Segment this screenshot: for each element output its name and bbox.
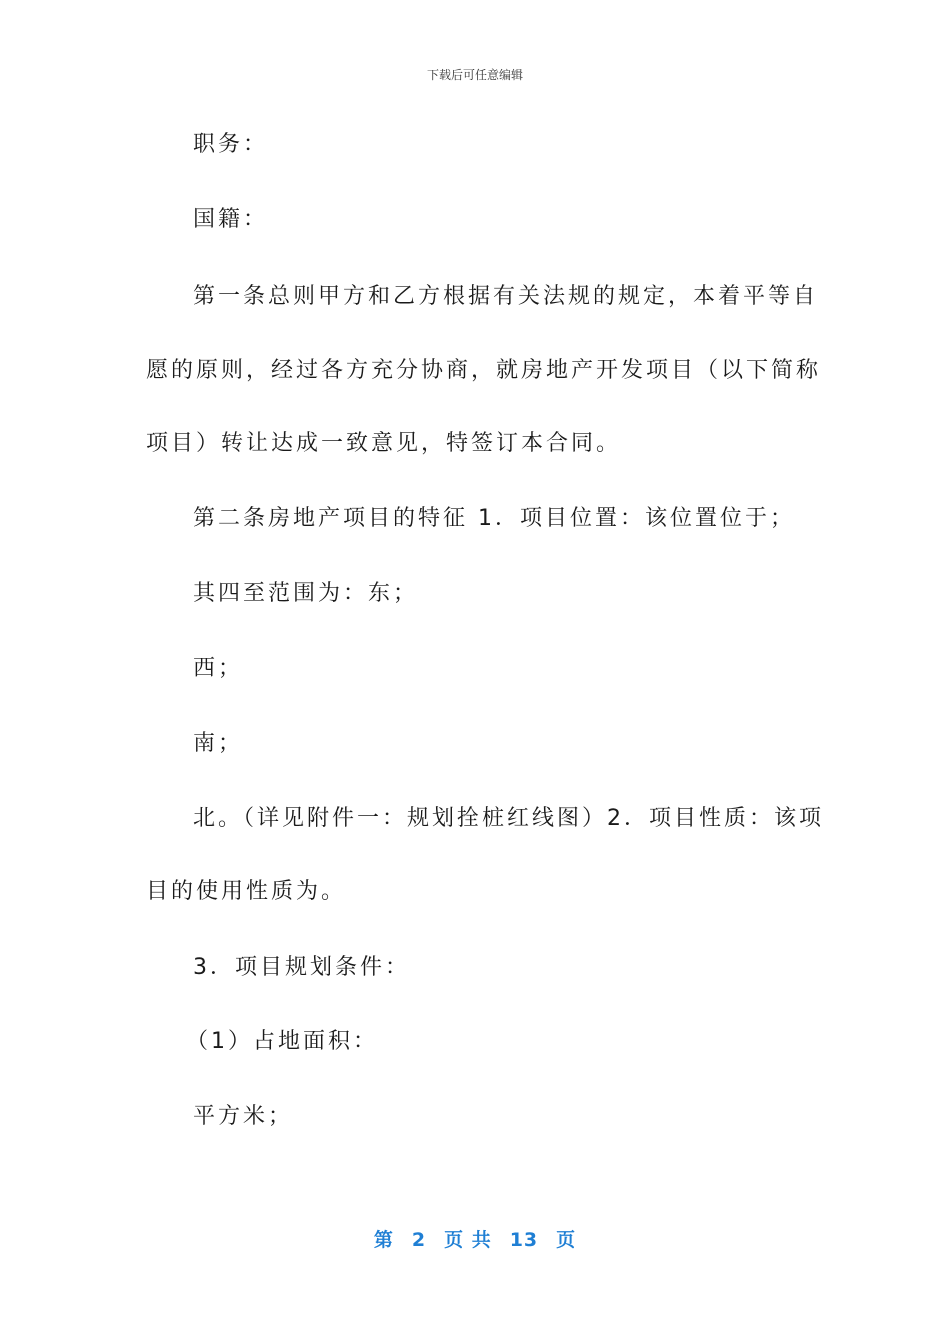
text-line-land-area: （1）占地面积：	[186, 1029, 378, 1054]
text-line-boundary-east: 其四至范围为：东；	[193, 581, 419, 606]
footer-suffix: 页	[556, 1229, 577, 1251]
footer-page-number: 2	[411, 1229, 427, 1251]
text-line-position: 职务：	[193, 132, 269, 157]
text-line-square-meters: 平方米；	[193, 1104, 294, 1129]
text-line-boundary-west: 西；	[193, 656, 244, 681]
page-header-note: 下载后可任意编辑	[426, 68, 523, 82]
text-line-planning-conditions: 3．项目规划条件：	[193, 955, 410, 980]
footer-total-pages: 13	[509, 1229, 539, 1251]
footer-prefix: 第	[373, 1229, 394, 1251]
text-line-nationality: 国籍：	[193, 207, 269, 232]
text-line-boundary-south: 南；	[193, 731, 244, 756]
text-line-article-1-cont-1: 愿的原则，经过各方充分协商，就房地产开发项目（以下简称	[146, 358, 822, 383]
text-line-article-1: 第一条总则甲方和乙方根据有关法规的规定，本着平等自	[193, 284, 819, 309]
footer-middle: 页 共	[444, 1229, 492, 1251]
text-line-article-2: 第二条房地产项目的特征 1．项目位置：该位置位于；	[193, 506, 795, 531]
text-line-project-nature: 目的使用性质为。	[146, 879, 347, 904]
text-line-boundary-north: 北。（详见附件一：规划拴桩红线图）2．项目性质：该项	[193, 806, 824, 831]
page-footer	[0, 1225, 950, 1252]
text-line-article-1-cont-2: 项目）转让达成一致意见，特签订本合同。	[146, 431, 622, 456]
